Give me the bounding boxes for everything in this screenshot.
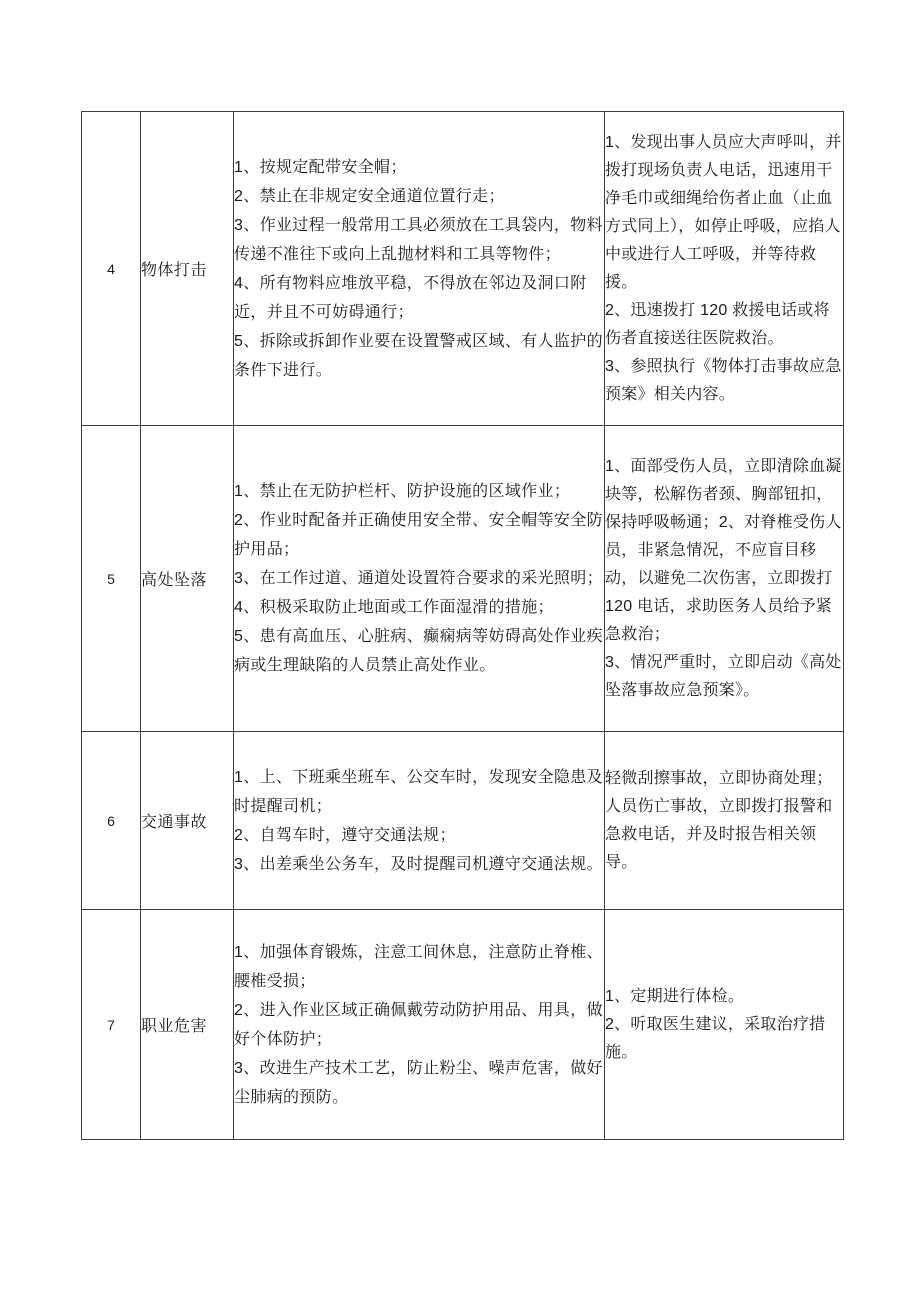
hazard-type-cell [141, 112, 234, 426]
prevention-item: 1、按规定配带安全帽； [234, 158, 407, 176]
emergency-item: 1、发现出事人员应大声呼叫，并拨打现场负责人电话，迅速用干净毛巾或细绳给伤者止血（止血方式同上），如停止呼吸，应掐人中或进行人工呼吸，并等待救援。 [605, 133, 842, 291]
hazard-type: 高处坠落 [141, 572, 208, 589]
prevention-item: 3、出差乘坐公务车，及时提醒司机遵守交通法规。 [234, 855, 603, 873]
emergency-item: 1、定期进行体检。 [605, 987, 745, 1005]
hazard-table-body [82, 112, 844, 1140]
prevention-item: 2、进入作业区域正确佩戴劳动防护用品、用具，做好个体防护； [234, 1001, 603, 1048]
hazard-type-cell [141, 426, 234, 732]
row-number: 7 [107, 1016, 115, 1033]
prevention-item: 3、作业过程一般常用工具必须放在工具袋内，物料传递不准往下或向上乱抛材料和工具等物件； [234, 216, 603, 263]
emergency-measures-cell [605, 426, 844, 732]
prevention-item: 2、作业时配备并正确使用安全带、安全帽等安全防护用品； [234, 512, 603, 558]
hazard-type: 物体打击 [141, 262, 208, 279]
table-row [82, 426, 844, 732]
hazard-table [81, 111, 844, 1140]
row-number-cell [82, 426, 141, 732]
emergency-measures-cell [605, 910, 844, 1140]
emergency-item: 人员伤亡事故，立即拨打报警和急救电话，并及时报告相关领导。 [605, 797, 833, 871]
hazard-type: 职业危害 [141, 1018, 208, 1035]
prevention-item: 3、改进生产技术工艺，防止粉尘、噪声危害，做好尘肺病的预防。 [234, 1059, 603, 1106]
prevention-item: 2、禁止在非规定安全通道位置行走； [234, 187, 505, 205]
row-number-cell [82, 112, 141, 426]
prevention-measures-cell [234, 910, 605, 1140]
emergency-measures-cell [605, 112, 844, 426]
prevention-item: 4、所有物料应堆放平稳，不得放在邻边及洞口附近，并且不可妨碍通行； [234, 274, 587, 321]
row-number: 4 [107, 260, 115, 277]
emergency-item: 1、面部受伤人员，立即清除血凝块等，松解伤者颈、胸部钮扣，保持呼吸畅通；2、对脊椎受伤人员，非紧急情况，不应盲目移动，以避免二次伤害，立即拨打 120 电话，求助医务人员给予紧急救治； [605, 457, 842, 643]
hazard-type: 交通事故 [141, 814, 208, 831]
prevention-item: 5、患有高血压、心脏病、癫痫病等妨碍高处作业疾病或生理缺陷的人员禁止高处作业。 [234, 628, 603, 674]
emergency-item: 3、参照执行《物体打击事故应急预案》相关内容。 [605, 357, 842, 403]
prevention-measures-cell [234, 426, 605, 732]
prevention-item: 1、禁止在无防护栏杆、防护设施的区域作业； [234, 483, 571, 500]
emergency-item: 3、情况严重时，立即启动《高处坠落事故应急预案》。 [605, 653, 842, 699]
prevention-item: 1、上、下班乘坐班车、公交车时，发现安全隐患及时提醒司机； [234, 768, 603, 815]
prevention-item: 3、在工作过道、通道处设置符合要求的采光照明； [234, 570, 603, 587]
prevention-measures-cell [234, 732, 605, 910]
table-row [82, 910, 844, 1140]
row-number: 5 [107, 570, 115, 587]
emergency-item: 轻微刮擦事故，立即协商处理； [605, 769, 833, 787]
row-number: 6 [107, 812, 115, 829]
hazard-type-cell [141, 910, 234, 1140]
row-number-cell [82, 910, 141, 1140]
row-number-cell [82, 732, 141, 910]
prevention-item: 1、加强体育锻炼，注意工间休息，注意防止脊椎、腰椎受损； [234, 943, 603, 990]
emergency-item: 2、迅速拨打 120 救援电话或将伤者直接送往医院救治。 [605, 301, 830, 347]
prevention-measures-cell [234, 112, 605, 426]
prevention-item: 5、拆除或拆卸作业要在设置警戒区域、有人监护的条件下进行。 [234, 332, 603, 379]
table-row [82, 112, 844, 426]
hazard-type-cell [141, 732, 234, 910]
prevention-item: 2、自驾车时，遵守交通法规； [234, 826, 456, 844]
prevention-item: 4、积极采取防止地面或工作面湿滑的措施； [234, 599, 554, 616]
emergency-item: 2、听取医生建议，采取治疗措施。 [605, 1015, 826, 1061]
table-row [82, 732, 844, 910]
emergency-measures-cell [605, 732, 844, 910]
